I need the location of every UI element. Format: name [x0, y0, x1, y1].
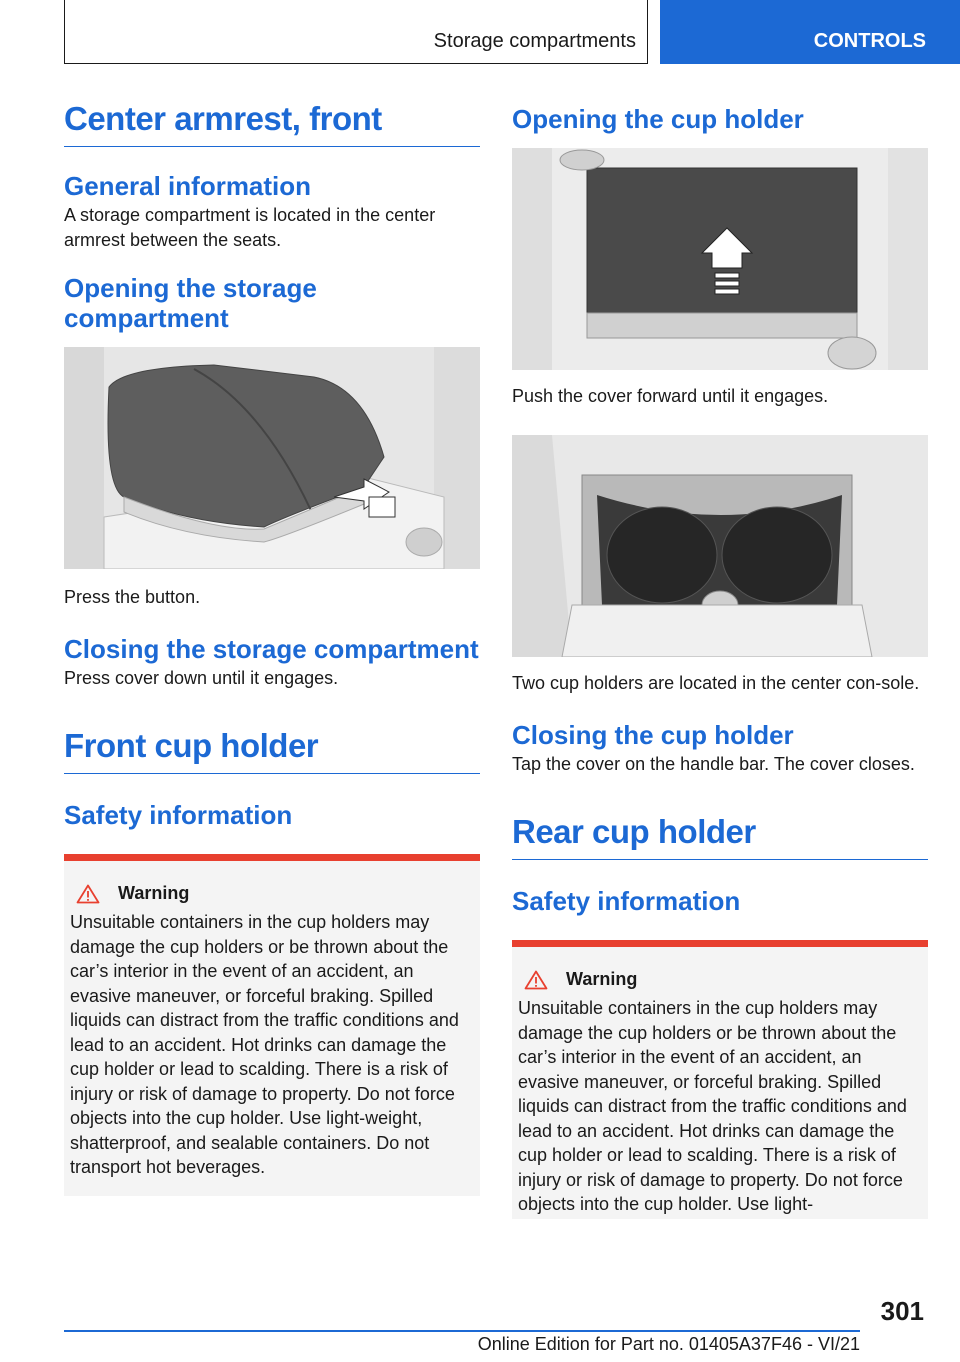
warning-box-front: [64, 854, 480, 1196]
heading-front-cup-holder: Front cup holder: [64, 727, 480, 774]
heading-opening-cup-holder: Opening the cup holder: [512, 104, 804, 134]
right-column: [512, 100, 928, 1219]
warning-text-front: Unsuitable containers in the cup holders may damage the cup holders or be thrown about the car’s interior in the event of an accident, an evasive maneuver, or forceful braking. Spilled liquids can distract from the traffic conditions and lead to an accident. Hot drinks can damage the cup holder or lead to scalding. There is a risk of injury or risk of damage to property. Do not force objects into the cup holder. Use light-weight, shatterproof, and sealable containers. Do not transport hot beverages.: [70, 912, 459, 1177]
text-press-button: Press the button.: [64, 587, 201, 607]
heading-general-information: General information: [64, 171, 312, 201]
footer-divider: [64, 1330, 860, 1332]
text-two-cup-holders: Two cup holders are located in the center con-sole.: [512, 673, 920, 693]
heading-center-armrest: Center armrest, front: [64, 100, 480, 147]
heading-closing-storage: Closing the storage compartment: [64, 634, 479, 664]
heading-opening-storage: Opening the storage compartment: [64, 273, 317, 333]
warning-triangle-icon: [76, 884, 100, 904]
text-push-cover: Push the cover forward until it engages.: [512, 386, 829, 406]
edition-note: Online Edition for Part no. 01405A37F46 - VI/21: [477, 1334, 860, 1354]
cup-holder-cover-image: [512, 148, 928, 370]
warning-title-front: [70, 883, 474, 904]
warning-text-rear: Unsuitable containers in the cup holders may damage the cup holders or be thrown about the car’s interior in the event of an accident, an evasive maneuver, or forceful braking. Spilled liquids can distract from the traffic conditions and lead to an accident. Hot drinks can damage the cup holder or lead to scalding. There is a risk of injury or risk of damage to property. Do not force objects into the cup holder. Use light-: [518, 998, 907, 1214]
text-general-information: A storage compartment is located in the center armrest between the seats.: [64, 205, 436, 250]
text-tap-cover: Tap the cover on the handle bar. The cover closes.: [512, 754, 915, 774]
page-number: 301: [880, 1296, 924, 1326]
header-chapter-title: CONTROLS: [813, 30, 926, 52]
left-column: [64, 100, 480, 1196]
warning-label: Warning: [566, 969, 638, 989]
armrest-image: [64, 347, 480, 569]
heading-closing-cup-holder: Closing the cup holder: [512, 720, 794, 750]
warning-triangle-icon: [524, 970, 548, 990]
cup-holders-open-image: [512, 435, 928, 657]
text-press-cover: Press cover down until it engages.: [64, 668, 339, 688]
header-chapter-tab: [660, 0, 960, 64]
warning-title-rear: [518, 969, 922, 990]
warning-box-rear: [512, 940, 928, 1219]
warning-label: Warning: [118, 883, 190, 903]
header-section-title: Storage compartments: [433, 30, 636, 52]
heading-rear-cup-holder: Rear cup holder: [512, 813, 928, 860]
heading-safety-information-rear: Safety information: [512, 886, 741, 916]
heading-safety-information-front: Safety information: [64, 800, 293, 830]
